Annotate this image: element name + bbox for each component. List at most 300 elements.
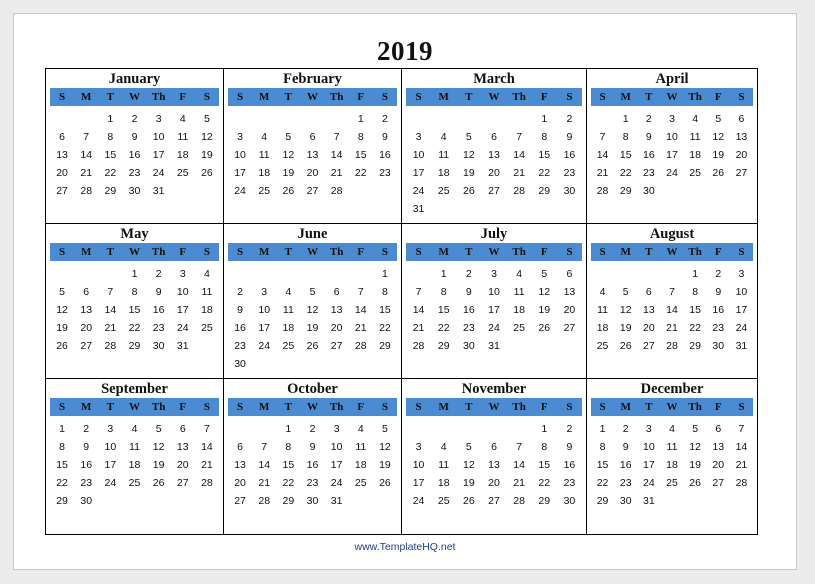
day-number: 12 bbox=[712, 131, 725, 143]
day-number: 17 bbox=[234, 167, 246, 179]
day-number: 19 bbox=[152, 459, 165, 471]
day-number: 2 bbox=[645, 113, 652, 125]
day-number: 12 bbox=[306, 304, 319, 316]
weekday-label: Th bbox=[329, 246, 344, 258]
day-number: 3 bbox=[107, 423, 114, 435]
day-number: 7 bbox=[738, 423, 745, 435]
weekday-label: T bbox=[106, 91, 115, 103]
day-number: 7 bbox=[83, 131, 90, 143]
weekday-label: W bbox=[306, 91, 318, 103]
day-number: 2 bbox=[715, 268, 722, 280]
day-number: 2 bbox=[237, 286, 243, 298]
day-number: 3 bbox=[261, 286, 268, 298]
day-number: 28 bbox=[666, 340, 678, 352]
day-number: 10 bbox=[412, 459, 425, 471]
day-number: 19 bbox=[689, 459, 701, 471]
weekday-label: M bbox=[259, 401, 270, 413]
day-number: 12 bbox=[689, 441, 701, 453]
day-number: 18 bbox=[513, 304, 525, 316]
day-number: 28 bbox=[735, 477, 748, 489]
day-number: 20 bbox=[643, 322, 655, 334]
day-number: 19 bbox=[56, 322, 68, 334]
day-number: 12 bbox=[463, 459, 475, 471]
day-number: 6 bbox=[179, 423, 186, 435]
day-number: 1 bbox=[440, 268, 447, 280]
weekday-label: Th bbox=[151, 91, 166, 103]
empty-day bbox=[660, 265, 683, 283]
day-number: 21 bbox=[104, 322, 117, 334]
day-number: 5 bbox=[285, 131, 292, 143]
day-number: 6 bbox=[83, 286, 90, 298]
empty-day bbox=[50, 110, 74, 128]
day-number: 8 bbox=[599, 441, 606, 453]
months-grid bbox=[45, 68, 758, 535]
day-number: 19 bbox=[463, 477, 475, 489]
weekday-header bbox=[406, 243, 582, 261]
day-number: 4 bbox=[440, 441, 447, 453]
day-number: 18 bbox=[437, 477, 450, 489]
day-number: 30 bbox=[306, 495, 319, 507]
weekday-label: Th bbox=[329, 91, 344, 103]
day-number: 20 bbox=[80, 322, 93, 334]
day-number: 13 bbox=[56, 149, 68, 161]
day-number: 11 bbox=[129, 441, 140, 453]
empty-day bbox=[481, 420, 506, 438]
weekday-label: M bbox=[620, 91, 631, 103]
day-number: 8 bbox=[107, 131, 114, 143]
day-number: 9 bbox=[155, 286, 162, 298]
day-number: 3 bbox=[415, 131, 422, 143]
weekday-label: S bbox=[566, 91, 573, 103]
day-number: 2 bbox=[465, 268, 472, 280]
empty-day bbox=[228, 265, 252, 283]
weekday-label: S bbox=[381, 91, 388, 103]
weekday-label: F bbox=[714, 91, 722, 103]
day-number: 21 bbox=[596, 167, 609, 179]
empty-day bbox=[74, 110, 98, 128]
weekday-label: W bbox=[666, 246, 678, 258]
month-block-november bbox=[402, 379, 587, 534]
day-number: 8 bbox=[59, 441, 65, 453]
day-number: 20 bbox=[735, 149, 748, 161]
day-number: 13 bbox=[488, 149, 500, 161]
day-number: 24 bbox=[412, 185, 425, 197]
day-number: 20 bbox=[488, 477, 500, 489]
day-number: 3 bbox=[645, 423, 652, 435]
day-number: 24 bbox=[412, 495, 425, 507]
day-grid bbox=[228, 265, 397, 373]
day-number: 21 bbox=[80, 167, 93, 179]
day-number: 28 bbox=[330, 185, 343, 197]
day-number: 1 bbox=[285, 423, 292, 435]
day-number: 7 bbox=[107, 286, 114, 298]
day-number: 24 bbox=[735, 322, 748, 334]
weekday-label: W bbox=[488, 91, 500, 103]
day-number: 13 bbox=[234, 459, 246, 471]
day-number: 14 bbox=[666, 304, 678, 316]
day-number: 22 bbox=[437, 322, 450, 334]
weekday-label: M bbox=[438, 91, 449, 103]
day-number: 15 bbox=[538, 459, 551, 471]
weekday-header bbox=[591, 88, 753, 106]
weekday-label: S bbox=[203, 401, 210, 413]
day-number: 27 bbox=[56, 185, 68, 197]
day-number: 14 bbox=[80, 149, 93, 161]
weekday-label: T bbox=[465, 91, 473, 103]
day-number: 18 bbox=[689, 149, 701, 161]
day-number: 1 bbox=[357, 113, 364, 125]
day-number: 29 bbox=[538, 185, 551, 197]
weekday-label: S bbox=[599, 401, 606, 413]
day-number: 20 bbox=[330, 322, 343, 334]
footer-link[interactable]: www.TemplateHQ.net bbox=[354, 541, 456, 553]
weekday-label: S bbox=[203, 91, 210, 103]
month-block-january bbox=[46, 69, 224, 224]
day-grid bbox=[50, 110, 219, 200]
day-number: 8 bbox=[131, 286, 138, 298]
month-name: July bbox=[480, 226, 508, 242]
day-number: 4 bbox=[599, 286, 606, 298]
day-number: 5 bbox=[381, 423, 388, 435]
day-number: 8 bbox=[622, 131, 629, 143]
weekday-label: Th bbox=[512, 246, 526, 258]
day-number: 6 bbox=[715, 423, 722, 435]
weekday-label: T bbox=[284, 246, 293, 258]
weekday-label: F bbox=[540, 401, 548, 413]
day-number: 23 bbox=[80, 477, 93, 489]
day-number: 22 bbox=[104, 167, 117, 179]
day-number: 27 bbox=[330, 340, 343, 352]
day-number: 28 bbox=[354, 340, 367, 352]
day-number: 27 bbox=[488, 185, 500, 197]
day-number: 23 bbox=[643, 167, 655, 179]
empty-day bbox=[507, 110, 532, 128]
day-number: 13 bbox=[488, 459, 500, 471]
weekday-label: F bbox=[714, 401, 722, 413]
weekday-label: T bbox=[645, 91, 653, 103]
empty-day bbox=[300, 110, 324, 128]
day-number: 22 bbox=[619, 167, 632, 179]
weekday-label: Th bbox=[688, 401, 702, 413]
day-number: 11 bbox=[597, 304, 609, 316]
day-number: 3 bbox=[669, 113, 675, 125]
day-number: 2 bbox=[131, 113, 138, 125]
empty-day bbox=[98, 265, 122, 283]
day-number: 7 bbox=[516, 131, 523, 143]
day-number: 9 bbox=[622, 441, 629, 453]
day-number: 26 bbox=[463, 495, 475, 507]
day-number: 10 bbox=[152, 131, 165, 143]
weekday-label: F bbox=[179, 401, 187, 413]
day-number: 13 bbox=[306, 149, 319, 161]
day-number: 26 bbox=[619, 340, 632, 352]
day-number: 9 bbox=[566, 441, 573, 453]
weekday-label: S bbox=[566, 246, 573, 258]
day-number: 30 bbox=[128, 185, 141, 197]
day-number: 3 bbox=[333, 423, 340, 435]
weekday-label: Th bbox=[151, 246, 166, 258]
day-number: 14 bbox=[330, 149, 343, 161]
day-number: 17 bbox=[412, 477, 425, 489]
day-number: 25 bbox=[176, 167, 189, 179]
day-number: 5 bbox=[692, 423, 699, 435]
weekday-label: S bbox=[59, 401, 66, 413]
day-number: 16 bbox=[234, 322, 246, 334]
month-name: September bbox=[101, 381, 168, 397]
day-number: 6 bbox=[333, 286, 340, 298]
day-number: 8 bbox=[692, 286, 699, 298]
month-block-june bbox=[224, 224, 402, 379]
day-number: 13 bbox=[80, 304, 93, 316]
day-number: 7 bbox=[415, 286, 422, 298]
day-number: 2 bbox=[381, 113, 388, 125]
day-number: 25 bbox=[282, 340, 295, 352]
weekday-label: F bbox=[540, 91, 548, 103]
day-number: 18 bbox=[666, 459, 678, 471]
day-number: 14 bbox=[513, 149, 525, 161]
day-number: 17 bbox=[735, 304, 748, 316]
day-number: 10 bbox=[234, 149, 246, 161]
empty-day bbox=[50, 265, 74, 283]
month-name: November bbox=[461, 381, 527, 397]
weekday-label: F bbox=[179, 91, 187, 103]
weekday-label: S bbox=[599, 91, 606, 103]
empty-day bbox=[481, 110, 506, 128]
day-number: 28 bbox=[80, 185, 93, 197]
day-number: 15 bbox=[379, 304, 391, 316]
day-number: 9 bbox=[237, 304, 243, 316]
weekday-label: S bbox=[381, 246, 388, 258]
day-number: 29 bbox=[689, 340, 701, 352]
month-name: April bbox=[655, 71, 689, 87]
empty-day bbox=[252, 265, 276, 283]
weekday-label: S bbox=[381, 401, 388, 413]
day-number: 16 bbox=[563, 459, 576, 471]
day-number: 29 bbox=[104, 185, 117, 197]
day-number: 29 bbox=[538, 495, 551, 507]
day-number: 5 bbox=[59, 286, 65, 298]
day-number: 7 bbox=[516, 441, 523, 453]
day-number: 18 bbox=[258, 167, 271, 179]
day-number: 12 bbox=[463, 149, 475, 161]
day-number: 4 bbox=[516, 268, 523, 280]
day-number: 7 bbox=[333, 131, 340, 143]
day-number: 21 bbox=[354, 322, 367, 334]
day-number: 13 bbox=[643, 304, 655, 316]
weekday-label: W bbox=[128, 91, 140, 103]
empty-day bbox=[325, 110, 349, 128]
day-number: 22 bbox=[538, 477, 551, 489]
day-number: 9 bbox=[131, 131, 138, 143]
day-number: 18 bbox=[282, 322, 295, 334]
day-number: 22 bbox=[379, 322, 391, 334]
month-name: August bbox=[649, 226, 695, 242]
empty-day bbox=[507, 420, 532, 438]
month-name: January bbox=[108, 71, 161, 87]
day-number: 8 bbox=[381, 286, 388, 298]
weekday-label: M bbox=[81, 401, 92, 413]
day-number: 26 bbox=[56, 340, 68, 352]
day-number: 18 bbox=[354, 459, 367, 471]
weekday-label: S bbox=[59, 91, 66, 103]
day-number: 6 bbox=[645, 286, 652, 298]
day-number: 20 bbox=[56, 167, 68, 179]
day-number: 15 bbox=[354, 149, 367, 161]
day-number: 14 bbox=[354, 304, 367, 316]
day-number: 19 bbox=[282, 167, 295, 179]
weekday-header bbox=[406, 88, 582, 106]
day-number: 11 bbox=[513, 286, 525, 298]
day-number: 1 bbox=[131, 268, 138, 280]
month-name: March bbox=[473, 71, 515, 87]
weekday-label: Th bbox=[151, 401, 166, 413]
day-number: 13 bbox=[176, 441, 189, 453]
day-number: 28 bbox=[104, 340, 117, 352]
day-number: 5 bbox=[309, 286, 316, 298]
day-number: 27 bbox=[563, 322, 576, 334]
day-number: 15 bbox=[619, 149, 632, 161]
day-number: 28 bbox=[412, 340, 425, 352]
weekday-header bbox=[228, 243, 397, 261]
day-number: 21 bbox=[201, 459, 213, 471]
day-number: 25 bbox=[596, 340, 609, 352]
day-number: 2 bbox=[622, 423, 629, 435]
empty-day bbox=[325, 265, 349, 283]
day-number: 21 bbox=[666, 322, 678, 334]
day-number: 9 bbox=[715, 286, 722, 298]
day-number: 3 bbox=[738, 268, 745, 280]
weekday-label: S bbox=[599, 246, 606, 258]
day-number: 31 bbox=[176, 340, 189, 352]
day-number: 29 bbox=[282, 495, 295, 507]
day-number: 4 bbox=[179, 113, 186, 125]
day-number: 23 bbox=[234, 340, 246, 352]
day-number: 3 bbox=[155, 113, 162, 125]
day-number: 12 bbox=[538, 286, 551, 298]
day-number: 13 bbox=[563, 286, 576, 298]
day-number: 1 bbox=[692, 268, 699, 280]
day-number: 2 bbox=[155, 268, 162, 280]
day-number: 11 bbox=[438, 459, 450, 471]
weekday-label: W bbox=[306, 401, 318, 413]
day-number: 30 bbox=[234, 358, 246, 370]
day-number: 30 bbox=[643, 185, 655, 197]
day-number: 6 bbox=[738, 113, 745, 125]
empty-day bbox=[406, 110, 431, 128]
weekday-label: T bbox=[284, 401, 293, 413]
day-number: 5 bbox=[155, 423, 162, 435]
day-number: 23 bbox=[712, 322, 725, 334]
day-number: 5 bbox=[715, 113, 722, 125]
weekday-label: T bbox=[106, 401, 115, 413]
day-number: 10 bbox=[258, 304, 271, 316]
weekday-label: M bbox=[259, 91, 270, 103]
day-number: 11 bbox=[666, 441, 678, 453]
day-number: 20 bbox=[306, 167, 319, 179]
day-number: 12 bbox=[282, 149, 295, 161]
empty-day bbox=[276, 265, 300, 283]
day-number: 18 bbox=[128, 459, 141, 471]
day-number: 10 bbox=[104, 441, 117, 453]
day-number: 20 bbox=[176, 459, 189, 471]
day-number: 16 bbox=[128, 149, 141, 161]
day-grid bbox=[406, 265, 582, 355]
month-block-august bbox=[587, 224, 757, 379]
day-number: 15 bbox=[596, 459, 609, 471]
day-number: 31 bbox=[643, 495, 655, 507]
day-number: 18 bbox=[437, 167, 450, 179]
weekday-label: S bbox=[237, 246, 244, 258]
weekday-label: W bbox=[666, 401, 678, 413]
day-number: 27 bbox=[488, 495, 500, 507]
day-number: 14 bbox=[412, 304, 425, 316]
day-number: 11 bbox=[689, 131, 701, 143]
day-number: 30 bbox=[712, 340, 725, 352]
weekday-label: Th bbox=[512, 91, 526, 103]
day-grid bbox=[228, 110, 397, 200]
day-number: 28 bbox=[596, 185, 609, 197]
day-number: 22 bbox=[538, 167, 551, 179]
weekday-header bbox=[228, 88, 397, 106]
day-number: 23 bbox=[128, 167, 141, 179]
day-number: 21 bbox=[513, 477, 525, 489]
month-name: June bbox=[297, 226, 328, 242]
day-number: 10 bbox=[412, 149, 425, 161]
weekday-label: M bbox=[81, 91, 92, 103]
day-number: 31 bbox=[412, 203, 425, 215]
day-number: 17 bbox=[412, 167, 425, 179]
day-number: 15 bbox=[104, 149, 117, 161]
day-number: 11 bbox=[201, 286, 213, 298]
month-block-may bbox=[46, 224, 224, 379]
day-number: 15 bbox=[128, 304, 141, 316]
day-number: 31 bbox=[735, 340, 748, 352]
day-number: 12 bbox=[152, 441, 165, 453]
day-number: 24 bbox=[643, 477, 655, 489]
day-number: 24 bbox=[330, 477, 343, 489]
day-number: 27 bbox=[234, 495, 246, 507]
day-number: 9 bbox=[465, 286, 472, 298]
day-number: 10 bbox=[488, 286, 500, 298]
day-number: 10 bbox=[643, 441, 655, 453]
day-number: 13 bbox=[330, 304, 343, 316]
day-number: 8 bbox=[541, 131, 548, 143]
day-number: 2 bbox=[566, 423, 573, 435]
day-number: 23 bbox=[379, 167, 391, 179]
day-number: 17 bbox=[104, 459, 117, 471]
day-number: 3 bbox=[237, 131, 243, 143]
day-number: 10 bbox=[735, 286, 748, 298]
day-number: 1 bbox=[107, 113, 114, 125]
day-number: 10 bbox=[176, 286, 189, 298]
month-name: October bbox=[287, 381, 338, 397]
day-number: 23 bbox=[152, 322, 165, 334]
weekday-label: S bbox=[566, 401, 573, 413]
day-number: 10 bbox=[330, 441, 343, 453]
weekday-header bbox=[50, 243, 219, 261]
weekday-label: S bbox=[415, 401, 422, 413]
day-number: 17 bbox=[643, 459, 655, 471]
day-number: 12 bbox=[619, 304, 632, 316]
empty-day bbox=[637, 265, 660, 283]
day-number: 19 bbox=[201, 149, 213, 161]
weekday-label: W bbox=[666, 91, 678, 103]
day-number: 23 bbox=[619, 477, 632, 489]
day-number: 28 bbox=[513, 185, 525, 197]
day-number: 18 bbox=[201, 304, 213, 316]
day-number: 6 bbox=[309, 131, 316, 143]
weekday-label: S bbox=[237, 401, 244, 413]
